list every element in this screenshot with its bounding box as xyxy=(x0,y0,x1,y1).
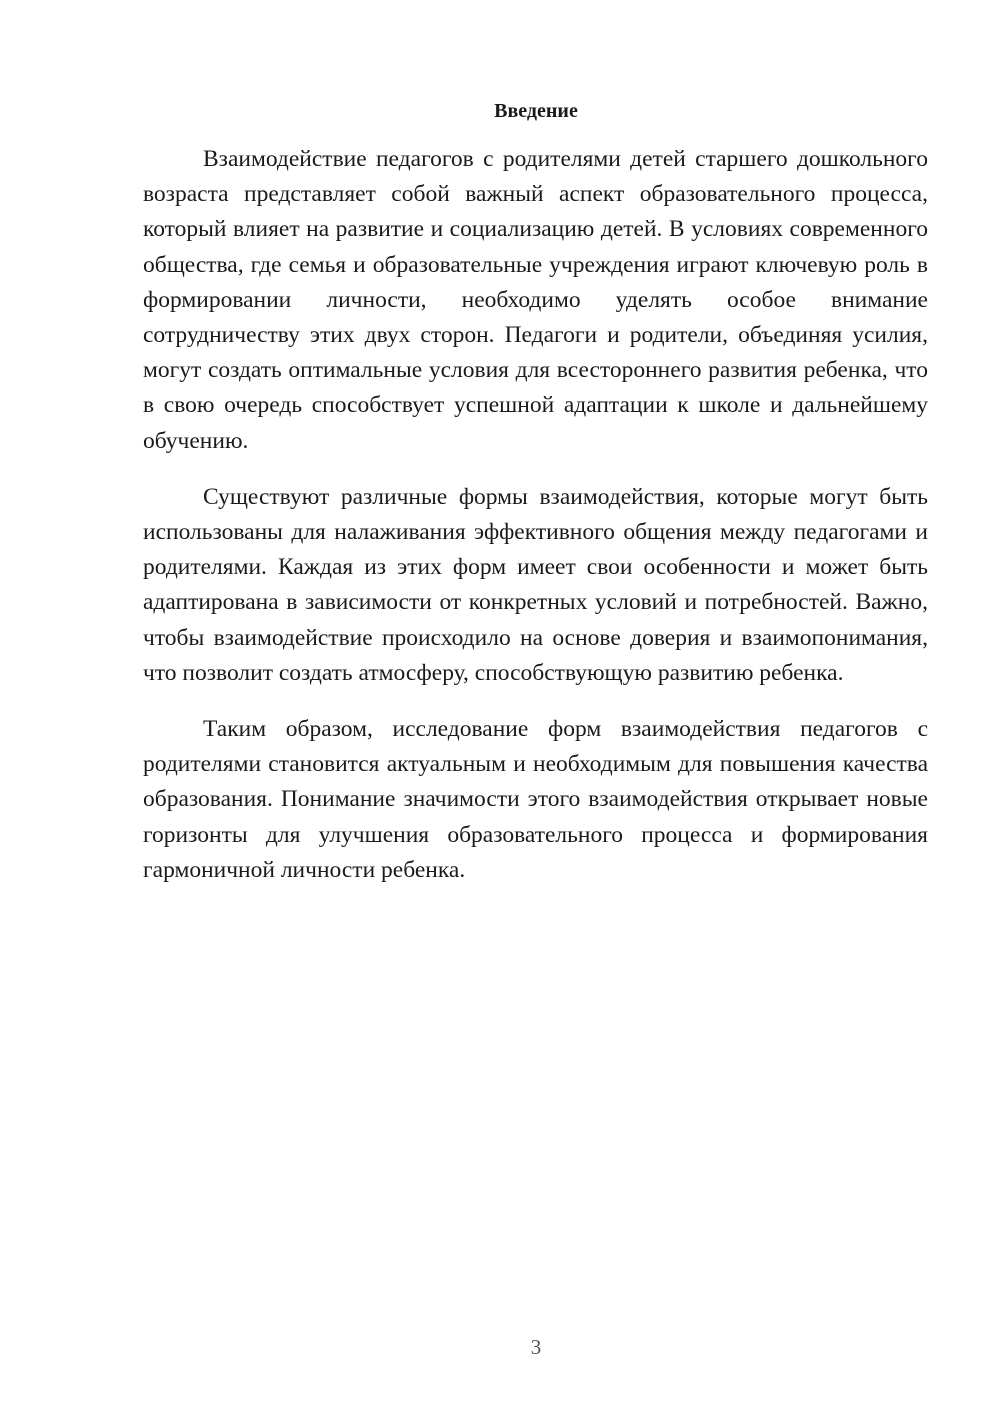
paragraph-3: Таким образом, исследование форм взаимодействия педагогов с родителями становится актуальным и необходимым для повышения качества образования. Понимание значимости этого взаимодействия открывает новые горизонты для улучшения образовательного процесса и формирования гармоничной личности ребенка. xyxy=(143,716,928,883)
page-title: Введение xyxy=(494,100,578,122)
paragraph-1: Взаимодействие педагогов с родителями детей старшего дошкольного возраста представляет собой важный аспект образовательного процесса, который влияет на развитие и социализацию детей. В условиях современного общества, где семья и образовательные учреждения играют ключевую роль в формировании личности, необходимо уделять особое внимание сотрудничеству этих двух сторон. Педагоги и родители, объединяя усилия, могут создать оптимальные условия для всестороннего развития ребенка, что в свою очередь способствует успешной адаптации к школе и дальнейшему обучению. xyxy=(143,146,928,454)
page-number: 3 xyxy=(530,1335,542,1359)
paragraph-2: Существуют различные формы взаимодействия, которые могут быть использованы для налаживания эффективного общения между педагогами и родителями. Каждая из этих форм имеет свои особенности и может быть адаптирована в зависимости от конкретных условий и потребностей. Важно, чтобы взаимодействие происходило на основе доверия и взаимопонимания, что позволит создать атмосферу, способствующую развитию ребенка. xyxy=(143,483,928,686)
body-text xyxy=(143,142,928,909)
